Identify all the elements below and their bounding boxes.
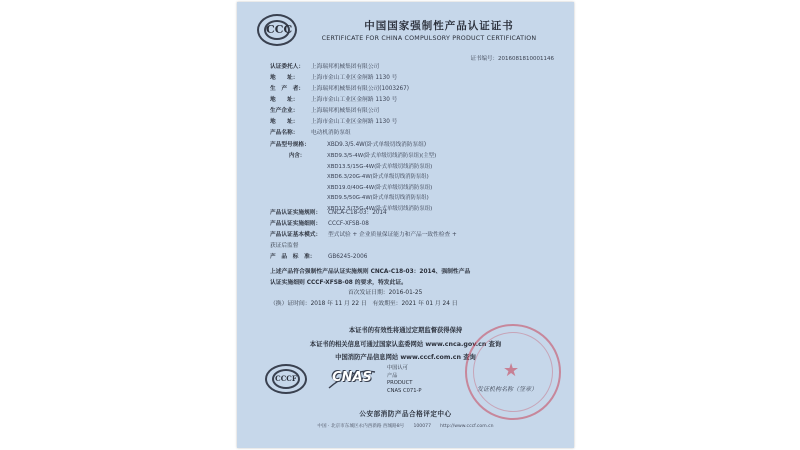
cnas-line: 产品: [387, 372, 398, 379]
cccf-logo: [265, 364, 307, 394]
detail-label: 产品名称：: [270, 130, 299, 136]
detail-value: XBD9.3/5.4W(卧式单级切线消防泵组): [327, 142, 427, 148]
cnas-accreditation: [387, 365, 457, 395]
cnas-line: 中国认可: [387, 365, 408, 371]
detail-value: 上海瑞邦机械集团有限公司: [311, 108, 380, 114]
detail-row: [270, 117, 555, 128]
issuer-signature: 发证机构名称（签章）: [477, 386, 538, 393]
rule-value: GB6245-2006: [328, 254, 368, 260]
cccf-logo-text: CCCF: [272, 369, 300, 389]
issuing-authority: 公安部消防产品合格评定中心: [359, 410, 452, 418]
model-item: XBD9.5/50G-4W(卧式单级切线消防泵组): [327, 195, 429, 201]
rule-label: 产品认证基本模式：: [270, 232, 322, 238]
detail-label: 生 产 者：: [270, 86, 305, 92]
detail-value: 上海瑞邦机械集团有限公司: [311, 64, 380, 70]
cnas-logo-text: CNAS: [332, 370, 372, 385]
rule-value: CCCF-XFSB-08: [328, 221, 369, 227]
certificate-document: [237, 2, 574, 448]
model-item: XBD9.3/5-4W(卧式单级切线消防泵组)(主型): [327, 153, 437, 159]
statement-line: 认证实施细则 CCCF-XFSB-08 的要求，特发此证。: [270, 279, 407, 286]
rule-row: [270, 219, 555, 230]
detail-label: 地 址：: [270, 75, 299, 81]
detail-row: [270, 140, 555, 151]
certificate-number: 证书编号：2016081810001146: [470, 56, 554, 62]
model-row: [270, 172, 555, 183]
issuer-address: 中国 · 北京市东城区永内西新路 西城路8号 100077 http://www.cccf.com.cn: [317, 424, 494, 429]
rule-row: [270, 252, 555, 263]
certificate-title-en: CERTIFICATE FOR CHINA COMPULSORY PRODUCT CERTIFICATION: [321, 35, 537, 42]
notice-line: 本证书的有效性将通过定期监督获得保持: [348, 327, 463, 334]
model-item: XBD6.3/20G-4W(卧式单级切线消防泵组): [327, 174, 429, 180]
rule-label: 产 品 标 准：: [270, 254, 316, 260]
first-issue-date: 首次发证日期：2016-01-25: [348, 290, 423, 296]
certification-statement: [270, 267, 555, 309]
detail-row: [270, 95, 555, 106]
notice-line: 本证书的相关信息可通过国家认监委网站 www.cnca.gov.cn 查询: [309, 340, 502, 348]
certification-rules: [270, 208, 555, 263]
rule-row: [270, 241, 555, 252]
rule-row: [270, 230, 555, 241]
detail-value: 上海市金山工业区金舸路 1130 号: [311, 119, 398, 125]
detail-value: 电动机消防泵组: [311, 130, 351, 136]
detail-label: 产品型号规格：: [270, 142, 310, 148]
rule-value: 型式试验 + 企业质量保证能力和产品一致性检查 +: [328, 232, 457, 238]
detail-row: [270, 106, 555, 117]
model-row: [270, 183, 555, 194]
statement-line: 上述产品符合强制性产品认证实施规则 CNCA-C18-03：2014、强制性产品: [270, 269, 471, 275]
model-row: [270, 151, 555, 162]
ccc-logo-text: CCC: [264, 20, 290, 40]
detail-row: [270, 62, 555, 73]
rule-label: 产品认证实施规则：: [270, 210, 322, 216]
detail-row: [270, 73, 555, 84]
star-icon: ★: [503, 360, 520, 381]
detail-value: 上海瑞邦机械集团有限公司(1003267): [311, 86, 410, 92]
cnas-logo: [327, 364, 377, 394]
detail-label: 认证委托人：: [270, 64, 305, 70]
model-item: XBD12.5/75G-4W(卧式单级切线消防泵组): [327, 205, 433, 212]
model-item: XBD13.5/15G-4W(卧式单级切线消防泵组): [327, 163, 433, 170]
detail-value: 上海市金山工业区金舸路 1130 号: [311, 97, 398, 103]
rule-label: 获证后监督: [270, 243, 299, 249]
detail-value: 上海市金山工业区金舸路 1130 号: [311, 75, 398, 81]
detail-row: [270, 84, 555, 95]
official-seal: [465, 324, 561, 420]
rule-label: 产品认证实施细则：: [270, 221, 322, 227]
detail-label: 地 址：: [270, 119, 299, 125]
detail-row: [270, 128, 555, 139]
model-item: XBD19.0/40G-4W(卧式单级切线消防泵组): [327, 184, 433, 191]
rule-row: [270, 208, 555, 219]
rule-value: CNCA-C18-03：2014: [328, 210, 387, 216]
certificate-details: [270, 62, 555, 139]
model-row: [270, 162, 555, 173]
certificate-title-cn: 中国国家强制性产品认证证书: [364, 20, 514, 32]
cnas-line: CNAS C071-P: [387, 387, 422, 394]
validity-period: （换）证时间：2018 年 11 月 22 日 有效期至：2021 年 01 月 24 日: [270, 300, 458, 307]
model-list: [270, 140, 555, 214]
model-row: [270, 193, 555, 204]
detail-label: 生产企业：: [270, 108, 299, 114]
model-label: 内含：: [289, 153, 306, 159]
detail-label: 地 址：: [270, 97, 299, 103]
notice-line: 中国消防产品信息网站 www.cccf.com.cn 查询: [335, 354, 476, 361]
cnas-line: PRODUCT: [387, 380, 413, 386]
